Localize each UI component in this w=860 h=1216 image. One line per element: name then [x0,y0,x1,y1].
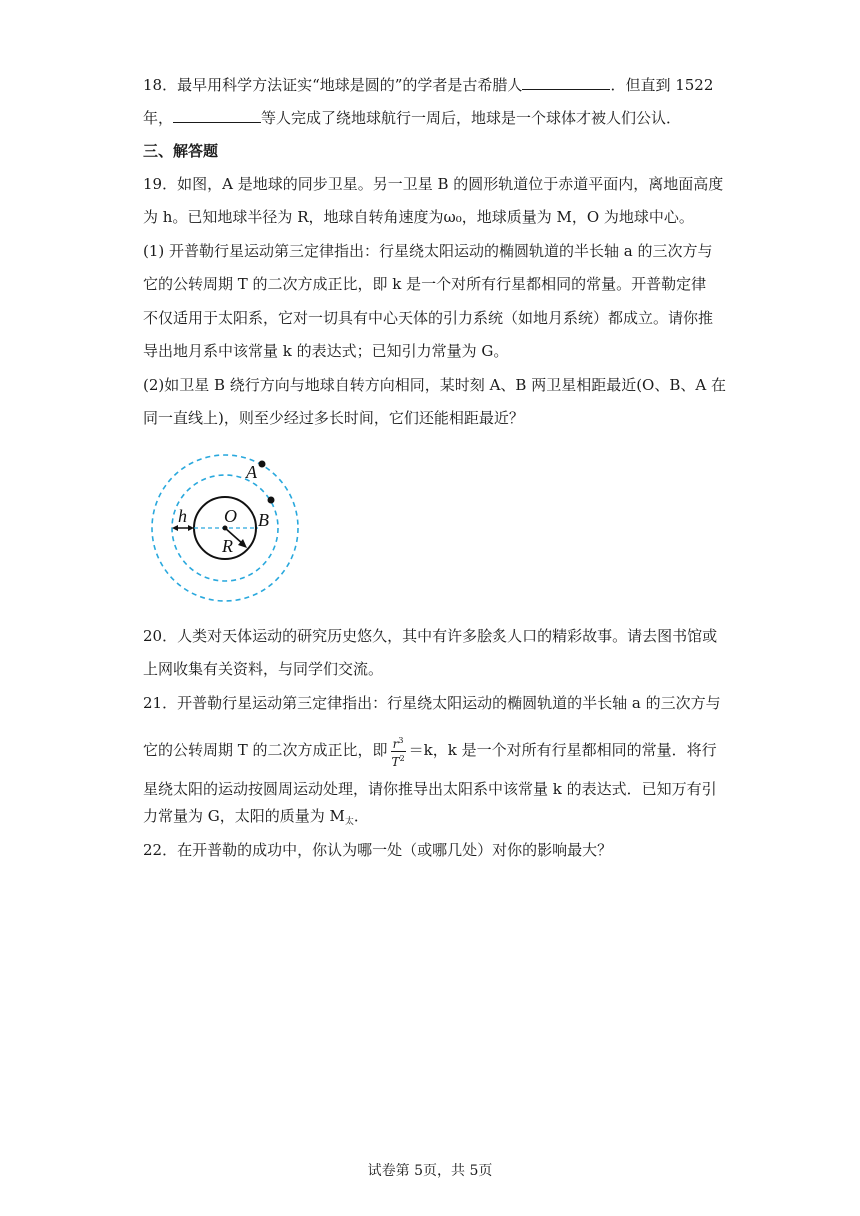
q22-line-1: 22．在开普勒的成功中，你认为哪一处（或哪几处）对你的影响最大？ [143,841,613,859]
q19-line-1: 19．如图，A 是地球的同步卫星。另一卫星 B 的圆形轨道位于赤道平面内，离地面高度 [143,175,724,193]
label-R: R [222,536,233,556]
q21-line-1: 21．开普勒行星运动第三定律指出：行星绕太阳运动的椭圆轨道的半长轴 a 的三次方与 [143,694,721,712]
q18-blank-2[interactable] [173,107,261,123]
q21-text-a: 它的公转周期 T 的二次方成正比，即 [143,741,388,759]
q19-part1-line-4: 导出地月系中该常量 k 的表达式；已知引力常量为 G。 [143,342,509,360]
page-footer: 试卷第 5页，共 5页 [367,1163,493,1179]
q19-part2-line-1: (2)如卫星 B 绕行方向与地球自转方向相同，某时刻 A、B 两卫星相距最近(O、B、A 在 [143,376,726,394]
q21-line-2 [143,733,717,769]
q18-line-2 [143,107,681,128]
label-O: O [224,506,237,526]
q19-part1-line-1: (1) 开普勒行星运动第三定律指出：行星绕太阳运动的椭圆轨道的半长轴 a 的三次方与 [143,242,713,260]
q21-text-c: 力常量为 G，太阳的质量为 M [143,807,345,825]
orbit-diagram [140,448,310,608]
fraction-numerator: $r^3$ [392,735,404,751]
label-A: A [246,462,257,482]
sun-subscript: 太 [344,817,354,827]
satellite-A-dot [259,461,266,468]
q20-line-2: 上网收集有关资料，与同学们交流。 [143,660,384,678]
q18-text-a: 18．最早用科学方法证实“地球是圆的”的学者是古希腊人 [143,76,523,94]
q21-text-d: ． [353,807,369,825]
q21-line-3: 星绕太阳的运动按圆周运动处理，请你推导出太阳系中该常量 k 的表达式．已知万有引 [143,780,717,798]
satellite-B-dot [268,497,275,504]
q20-line-1: 20．人类对天体运动的研究历史悠久，其中有许多脍炙人口的精彩故事。请去图书馆或 [143,627,718,645]
q18-text-d: 等人完成了绕地球航行一周后，地球是一个球体才被人们公认． [261,109,682,127]
q19-line-2: 为 h。已知地球半径为 R，地球自转角速度为ω₀，地球质量为 M，O 为地球中心。 [143,208,694,226]
label-h: h [178,506,187,526]
section-heading: 三、解答题 [143,142,219,160]
q18-line-1 [143,74,713,95]
kepler-fraction [390,734,407,769]
q19-part1-line-3: 不仅适用于太阳系，它对一切具有中心天体的引力系统（如地月系统）都成立。请你推 [143,309,714,327]
q18-text-c: 年， [143,109,174,127]
q19-part2-line-2: 同一直线上)，则至少经过多长时间，它们还能相距最近？ [143,409,524,427]
q18-text-b: ．但直到 1522 [610,76,714,94]
fraction-denominator: $T^2$ [391,753,405,769]
q19-part1-line-2: 它的公转周期 T 的二次方成正比，即 k 是一个对所有行星都相同的常量。开普勒定律 [143,275,707,293]
q21-line-4 [143,806,369,832]
label-B: B [258,510,269,530]
q21-text-b: ＝k，k 是一个对所有行星都相同的常量．将行 [408,741,717,759]
q18-blank-1[interactable] [522,74,610,90]
